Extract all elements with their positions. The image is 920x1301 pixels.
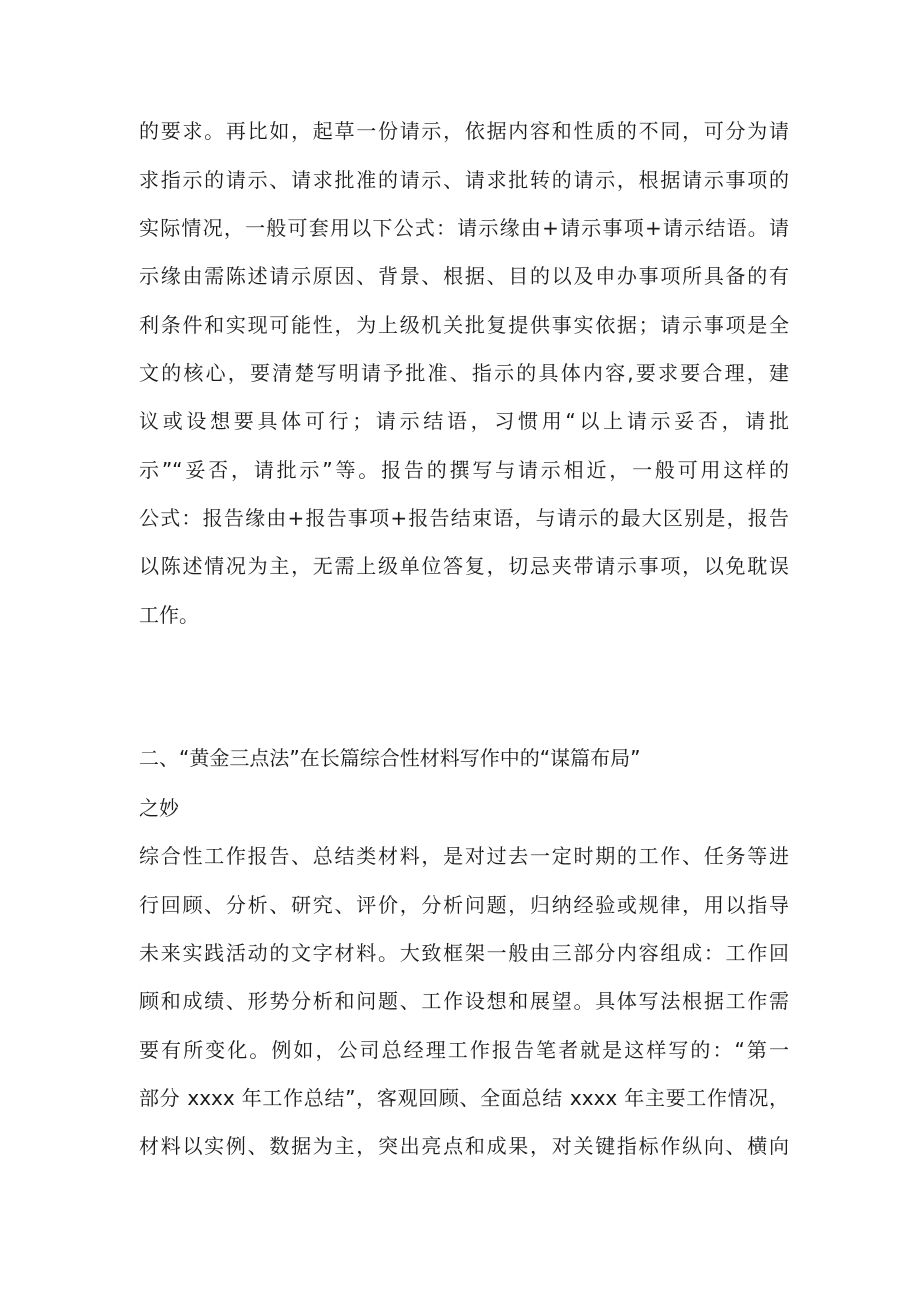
paragraph-2-line: 部分 xxxx 年工作总结”，客观回顾、全面总结 xxxx 年主要工作情况， (139, 1086, 789, 1110)
paragraph-2-line: 材料以实例、数据为主，突出亮点和成果，对关键指标作纵向、横向 (139, 1134, 789, 1158)
paragraph-1-line: 求指示的请示、请求批准的请示、请求批转的请示，根据请示事项的 (139, 168, 789, 192)
paragraph-1-line: 以陈述情况为主，无需上级单位答复，切忌夹带请示事项，以免耽误 (139, 554, 789, 578)
section-heading: 二、“黄金三点法”在长篇综合性材料写作中的“谋篇布局” (139, 746, 641, 770)
paragraph-1-line: 公式：报告缘由+报告事项+报告结束语，与请示的最大区别是，报告 (139, 506, 789, 530)
paragraph-2-line: 综合性工作报告、总结类材料，是对过去一定时期的工作、任务等进 (139, 844, 789, 868)
paragraph-1-line: 的要求。再比如，起草一份请示，依据内容和性质的不同，可分为请 (139, 119, 789, 143)
paragraph-1-line: 工作。 (139, 603, 199, 627)
paragraph-1-line: 实际情况，一般可套用以下公式：请示缘由+请示事项+请示结语。请 (139, 216, 789, 240)
paragraph-2-line: 未来实践活动的文字材料。大致框架一般由三部分内容组成：工作回 (139, 941, 789, 965)
paragraph-1-line: 示缘由需陈述请示原因、背景、根据、目的以及申办事项所具备的有 (139, 264, 789, 288)
paragraph-1-line: 利条件和实现可能性，为上级机关批复提供事实依据；请示事项是全 (139, 313, 789, 337)
paragraph-1-line: 文的核心，要清楚写明请予批准、指示的具体内容,要求要合理，建 (139, 361, 789, 385)
paragraph-2-line: 要有所变化。例如，公司总经理工作报告笔者就是这样写的：“第一 (139, 1038, 789, 1062)
paragraph-2-line: 行回顾、分析、研究、评价，分析问题，归纳经验或规律，用以指导 (139, 893, 789, 917)
paragraph-2-line: 顾和成绩、形势分析和问题、工作设想和展望。具体写法根据工作需 (139, 989, 789, 1013)
paragraph-1-line: 议或设想要具体可行；请示结语，习惯用“以上请示妥否，请批 (139, 409, 789, 433)
paragraph-1-line: 示”“妥否，请批示”等。报告的撰写与请示相近，一般可用这样的 (139, 458, 789, 482)
section-heading-continuation: 之妙 (139, 796, 179, 820)
